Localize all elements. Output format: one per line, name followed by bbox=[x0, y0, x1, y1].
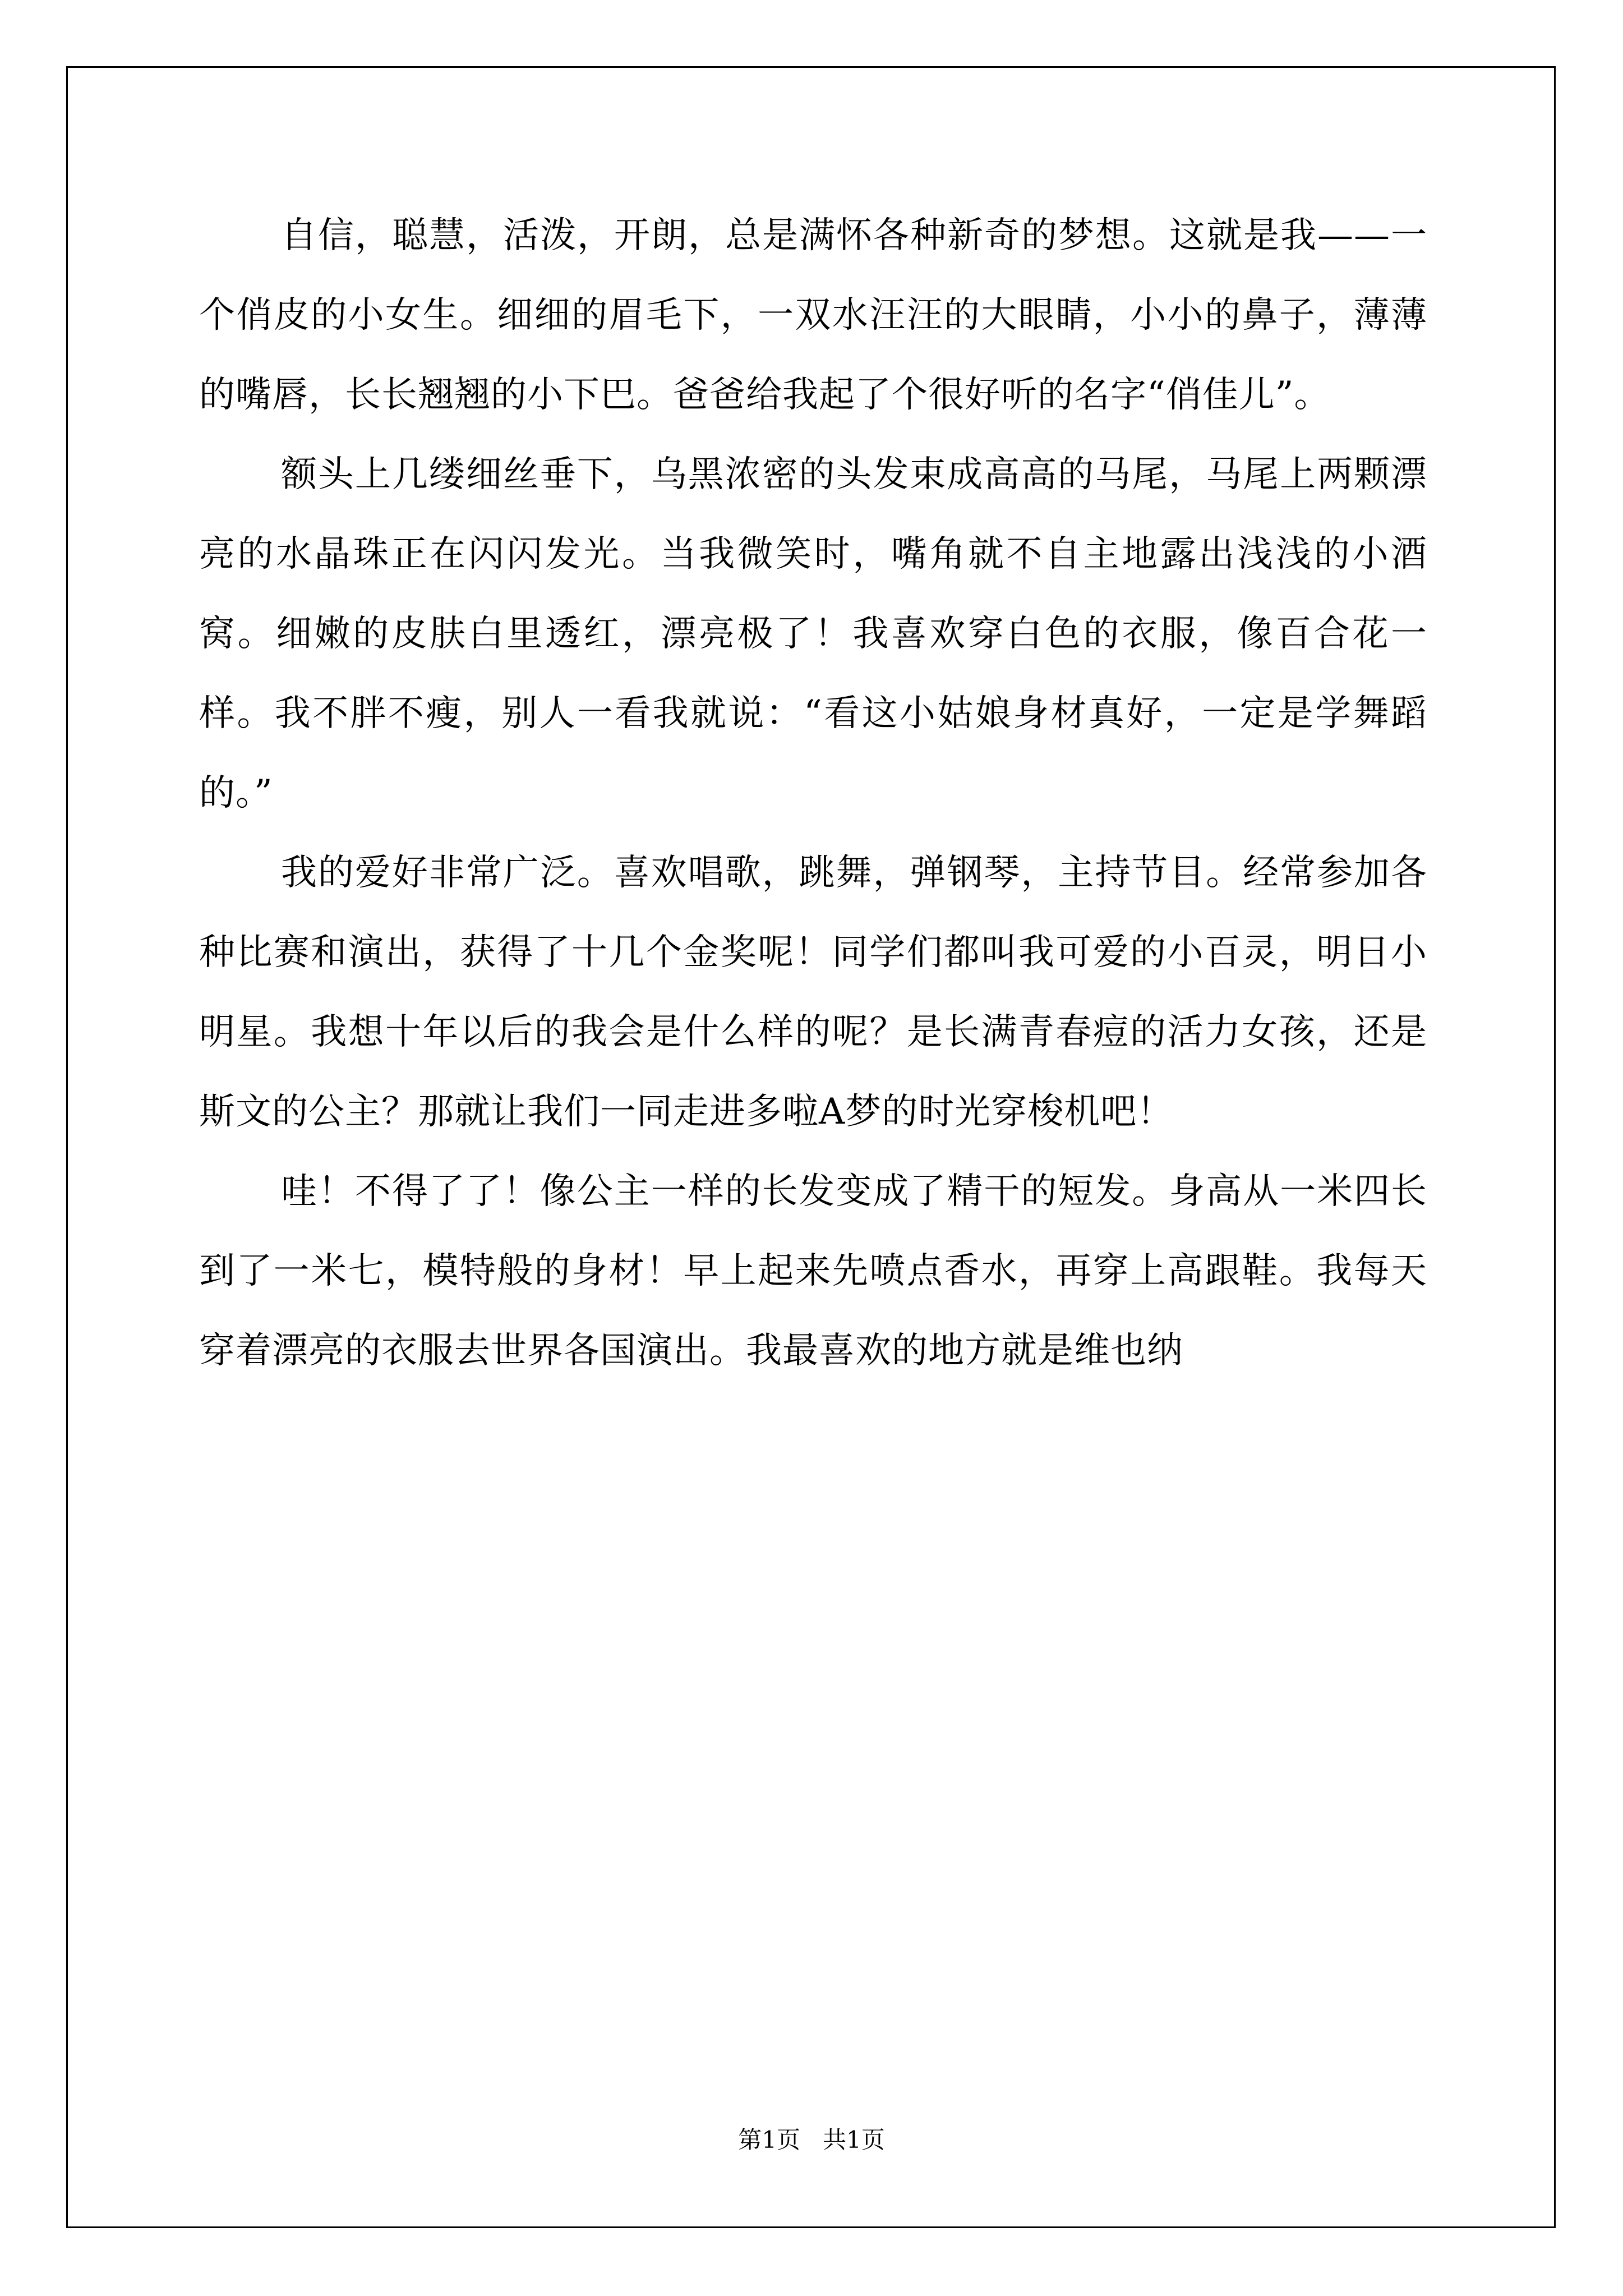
paragraph-4: 哇！不得了了！像公主一样的长发变成了精干的短发。身高从一米四长到了一米七，模特般的身材！早上起来先喷点香水，再穿上高跟鞋。我每天穿着漂亮的衣服去世界各国演出。我最喜欢的地方就是维也纳 bbox=[199, 1171, 1427, 1372]
paragraph-1: 自信，聪慧，活泼，开朗，总是满怀各种新奇的梦想。这就是我——一个俏皮的小女生。细细的眉毛下，一双水汪汪的大眼睛，小小的鼻子，薄薄的嘴唇，长长翘翘的小下巴。爸爸给我起了个很好听的名字“俏佳儿”。 bbox=[199, 215, 1427, 416]
document-body bbox=[199, 196, 1427, 1391]
paragraph-3: 我的爱好非常广泛。喜欢唱歌，跳舞，弹钢琴，主持节目。经常参加各种比赛和演出，获得了十几个金奖呢！同学们都叫我可爱的小百灵，明日小明星。我想十年以后的我会是什么样的呢？是长满青春痘的活力女孩，还是斯文的公主？那就让我们一同走进多啦A梦的时光穿梭机吧！ bbox=[199, 852, 1427, 1133]
page-number-footer: 第1页 共1页 bbox=[738, 2126, 885, 2154]
paragraph-2: 额头上几缕细丝垂下，乌黑浓密的头发束成高高的马尾，马尾上两颗漂亮的水晶珠正在闪闪发光。当我微笑时，嘴角就不自主地露出浅浅的小酒窝。细嫩的皮肤白里透红，漂亮极了！我喜欢穿白色的衣服，像百合花一样。我不胖不瘦，别人一看我就说：“看这小姑娘身材真好，一定是学舞蹈的。” bbox=[199, 454, 1427, 814]
